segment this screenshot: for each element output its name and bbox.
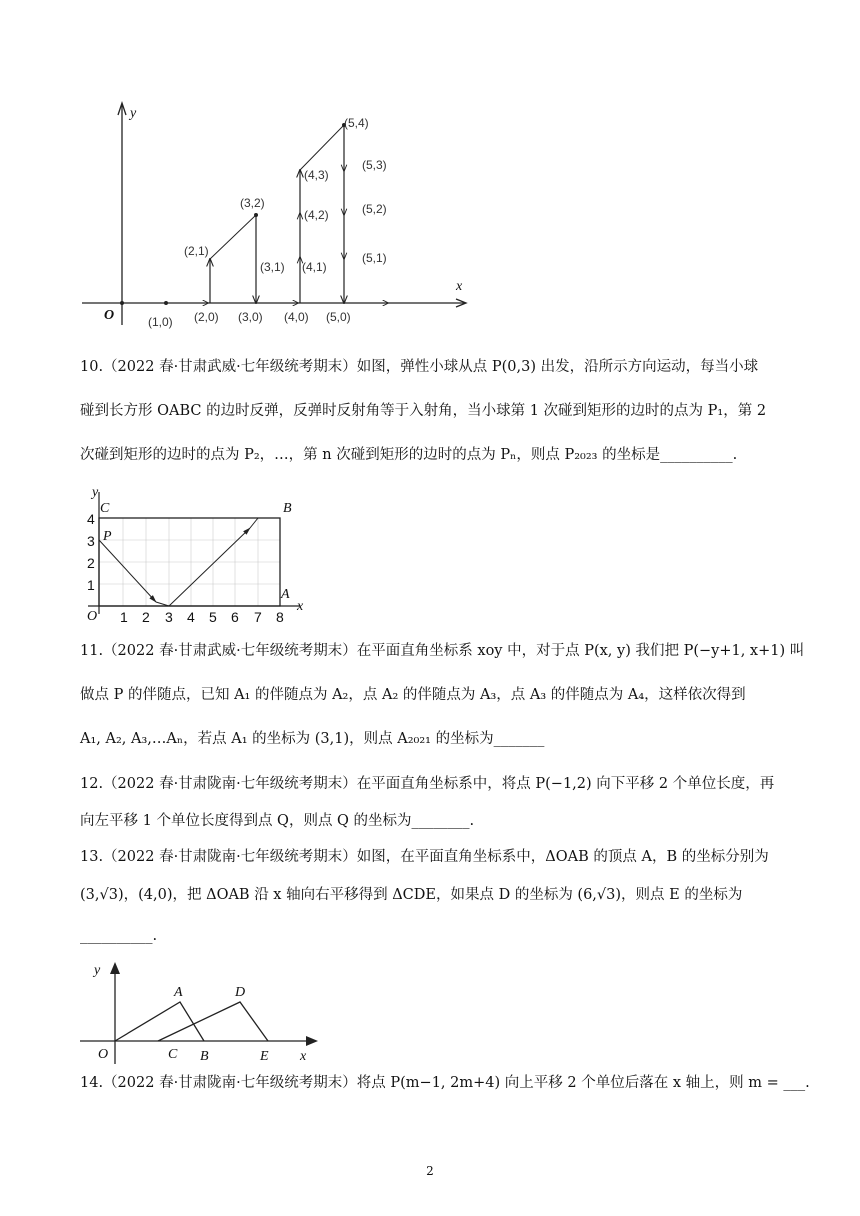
x-axis-label: x [456, 279, 463, 294]
x-tick-6: 6 [231, 609, 239, 625]
label-B: B [283, 501, 292, 516]
y-tick-3: 3 [87, 533, 95, 549]
x-tick-5: 5 [209, 609, 217, 625]
question-11-line-2 [80, 684, 780, 706]
label-5-1: (5,1) [362, 251, 387, 265]
label-3-0: (3,0) [238, 310, 263, 324]
x-tick-1: 1 [120, 609, 128, 625]
q12-line-1: 12.（2022 春·甘肃陇南·七年级统考期末）在平面直角坐标系中，将点 P(−1,2) 向下平移 2 个单位长度，再 [80, 776, 775, 792]
label-x: x [297, 599, 304, 614]
q10-line-2: 碰到长方形 OABC 的边时反弹，反弹时反射角等于入射角，当小球第 1 次碰到矩形的边时的点为 P₁，第 2 [80, 403, 767, 419]
q13-line-1: 13.（2022 春·甘肃陇南·七年级统考期末）如图，在平面直角坐标系中，ΔOAB 的顶点 A，B 的坐标分别为 [80, 849, 769, 865]
question-10-line-3 [80, 444, 780, 466]
label-4-2: (4,2) [304, 208, 329, 222]
label-2-1: (2,1) [184, 244, 209, 258]
triangle-OAB [115, 1002, 204, 1041]
label-x: x [300, 1049, 307, 1064]
question-10 [80, 356, 780, 378]
question-13-line-2 [80, 884, 780, 906]
origin-label: O [104, 308, 115, 323]
label-3-2: (3,2) [240, 196, 265, 210]
question-11 [80, 640, 805, 662]
point-1-0 [164, 301, 168, 305]
label-2-0: (2,0) [194, 310, 219, 324]
q13-line-3: __________. [80, 928, 158, 944]
x-axis-arrow-icon [306, 1036, 318, 1046]
question-14 [80, 1072, 810, 1094]
y-tick-4: 4 [87, 511, 95, 527]
label-4-3: (4,3) [304, 168, 329, 182]
q10-line-3: 次碰到矩形的边时的点为 P₂，…，第 n 次碰到矩形的边时的点为 Pₙ，则点 P₂₀₂₃ 的坐标是__________. [80, 447, 738, 463]
x-tick-3: 3 [165, 609, 173, 625]
label-A: A [281, 587, 290, 602]
question-10-line-2 [80, 400, 780, 422]
label-A: A [174, 985, 183, 1000]
path-diag-1 [210, 215, 256, 259]
label-O: O [87, 609, 98, 624]
x-tick-2: 2 [142, 609, 150, 625]
label-4-0: (4,0) [284, 310, 309, 324]
q14-line-1: 14.（2022 春·甘肃陇南·七年级统考期末）将点 P(m−1, 2m+4) 向上平移 2 个单位后落在 x 轴上，则 m = ___. [80, 1075, 810, 1091]
q12-line-2: 向左平移 1 个单位长度得到点 Q，则点 Q 的坐标为________. [80, 813, 475, 829]
point-3-2 [254, 213, 258, 217]
x-tick-7: 7 [254, 609, 262, 625]
figure-rectangle-bounce [78, 482, 318, 625]
q11-line-1: 11.（2022 春·甘肃武威·七年级统考期末）在平面直角坐标系 xoy 中，对于点 P(x, y) 我们把 P(−y+1, x+1) 叫 [80, 643, 805, 659]
q10-line-1: 10.（2022 春·甘肃武威·七年级统考期末）如图，弹性小球从点 P(0,3) 出发，沿所示方向运动，每当小球 [80, 359, 759, 375]
x-tick-8: 8 [276, 609, 284, 625]
y-tick-1: 1 [87, 577, 95, 593]
label-B: B [200, 1049, 209, 1064]
ball-path-2b [250, 518, 258, 528]
ball-path-1 [99, 540, 156, 602]
triangle-CDE [158, 1002, 268, 1041]
question-11-line-3 [80, 728, 780, 750]
y-axis-label: y [130, 106, 137, 121]
label-D: D [235, 985, 246, 1000]
q11-line-3: A₁, A₂, A₃,…Aₙ，若点 A₁ 的坐标为 (3,1)，则点 A₂₀₂₁ 的坐标为_______ [80, 731, 545, 747]
figure-triangle-translation [80, 956, 330, 1066]
label-E: E [260, 1049, 269, 1064]
label-5-2: (5,2) [362, 202, 387, 216]
label-5-4: (5,4) [344, 116, 369, 130]
q13-line-2: (3,√3)，(4,0)，把 ΔOAB 沿 x 轴向右平移得到 ΔCDE，如果点 D 的坐标为 (6,√3)，则点 E 的坐标为 [80, 887, 743, 903]
origin-point [120, 301, 124, 305]
path-diag-2 [300, 125, 344, 170]
grid [99, 518, 280, 606]
figure-lattice-path [70, 95, 490, 340]
page-number: 2 [426, 1164, 434, 1178]
label-1-0: (1,0) [148, 315, 173, 329]
label-O: O [98, 1047, 109, 1062]
label-C: C [168, 1047, 178, 1062]
question-12 [80, 773, 780, 795]
y-axis-arrow-icon [110, 962, 120, 974]
label-P: P [103, 529, 112, 544]
label-5-0: (5,0) [326, 310, 351, 324]
y-tick-2: 2 [87, 555, 95, 571]
label-4-1: (4,1) [302, 260, 327, 274]
label-3-1: (3,1) [260, 260, 285, 274]
question-13-line-3 [80, 925, 780, 947]
label-y: y [94, 963, 101, 978]
question-13 [80, 846, 780, 868]
label-C: C [100, 501, 110, 516]
label-5-3: (5,3) [362, 158, 387, 172]
q11-line-2: 做点 P 的伴随点，已知 A₁ 的伴随点为 A₂，点 A₂ 的伴随点为 A₃，点 A₃ 的伴随点为 A₄，这样依次得到 [80, 687, 746, 703]
question-12-line-2 [80, 810, 780, 832]
label-y: y [92, 485, 99, 500]
x-tick-4: 4 [187, 609, 195, 625]
